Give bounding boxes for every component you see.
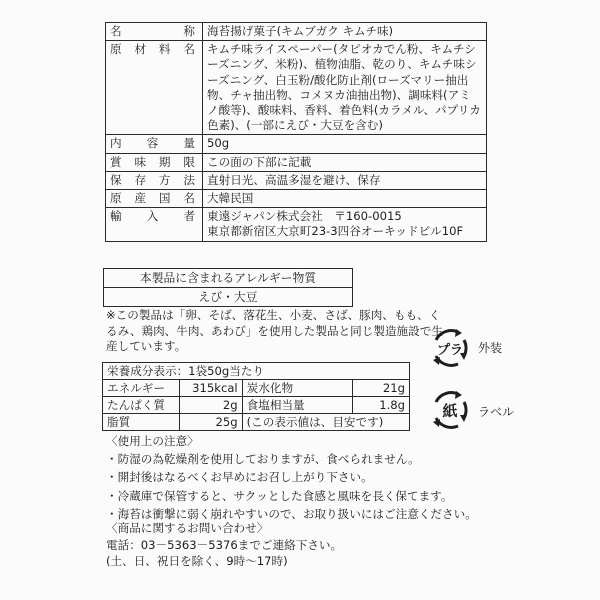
pla-recycle-icon xyxy=(428,326,472,370)
pla-glyph: プラ xyxy=(436,343,464,358)
spec-value: 東遠ジャパン株式会社 〒160-0015 東京都新宿区大京町23-3四谷オーキッドビル10F xyxy=(203,208,487,241)
nutrient-label: たんぱく質 xyxy=(103,397,180,414)
nutrient-value: 2g xyxy=(179,397,242,414)
allergy-items: えび・大豆 xyxy=(198,290,258,304)
usage-item: ・防湿の為乾燥剤を使用しておりますが、食べられません。 xyxy=(106,452,420,467)
nutrition-row xyxy=(103,397,410,414)
nutrition-header-row xyxy=(103,363,410,380)
paper-recycle-label: ラベル xyxy=(478,405,515,419)
spec-key: 原材料名 xyxy=(106,41,203,135)
spec-value: この面の下部に記載 xyxy=(203,153,487,171)
nutrient-value: 315kcal xyxy=(179,380,242,397)
usage-item: ・海苔は衝撃に弱く崩れやすいので、お取り扱いにはご注意ください。 xyxy=(106,506,477,521)
spec-key: 内容量 xyxy=(106,135,203,153)
nutrient-value: 25g xyxy=(179,414,242,431)
facility-note: ※この製品は「卵、そば、落花生、小麦、さば、豚肉、もも、くるみ、鶏肉、牛肉、あわび」を使用した製品と同じ製造施設で生産しています。 xyxy=(106,308,443,353)
usage-notes xyxy=(106,432,486,523)
contact-info xyxy=(106,520,486,570)
spec-key: 賞味期限 xyxy=(106,153,203,171)
spec-value: 50g xyxy=(203,135,487,153)
product-spec-table xyxy=(105,22,487,242)
spec-key: 保存方法 xyxy=(106,171,203,189)
contact-hours: (土、日、祝日を除く、9時～17時) xyxy=(106,554,288,568)
paper-recycle-icon xyxy=(428,388,472,432)
usage-item: ・冷蔵庫で保管すると、サクッとした食感と風味を長く保てます。 xyxy=(106,488,453,503)
spec-row-storage xyxy=(106,171,487,189)
nutrient-label: 脂質 xyxy=(103,414,180,431)
spec-value: 海苔揚げ菓子(キムブガク キムチ味) xyxy=(203,23,487,41)
spec-row-origin xyxy=(106,190,487,208)
spec-key: 名称 xyxy=(106,23,203,41)
spec-value: キムチ味ライスペーパー(タピオカでん粉、キムチシーズニング、米粉)、植物油脂、乾のり、キムチ味シーズニング、白玉粉/酸化防止剤(ローズマリー抽出物、チャ抽出物、コメヌカ油抽出物)、調味料(アミノ酸等)、酸味料、香料、着色料(カラメル、パプリカ色素)、(一部にえび・大豆を含む) xyxy=(203,41,487,135)
contact-title: 〈商品に関するお問い合わせ〉 xyxy=(106,521,269,535)
allergy-title: 本製品に含まれるアレルギー物質 xyxy=(104,269,352,288)
spec-key: 原産国名 xyxy=(106,190,203,208)
nutrient-value: 21g xyxy=(352,380,409,397)
spec-value: 大韓民国 xyxy=(203,190,487,208)
nutrition-row xyxy=(103,414,410,431)
nutrition-header: 栄養成分表示：1袋50g当たり xyxy=(103,363,410,380)
nutrition-disclaimer: (この表示値は、目安です) xyxy=(242,414,409,431)
spec-key: 輸入者 xyxy=(106,208,203,241)
allergy-box xyxy=(103,268,353,307)
pla-recycle-label: 外装 xyxy=(478,341,503,355)
usage-item: ・開封後はなるべくお早めにお召し上がり下さい。 xyxy=(106,470,373,485)
nutrition-table xyxy=(102,362,410,431)
nutrient-label: エネルギー xyxy=(103,380,180,397)
paper-glyph: 紙 xyxy=(442,402,458,420)
spec-row-best-before xyxy=(106,153,487,171)
usage-title: 〈使用上の注意〉 xyxy=(106,434,199,448)
contact-phone: 電話：03－5363－5376までご連絡下さい。 xyxy=(106,537,343,552)
nutrition-row xyxy=(103,380,410,397)
spec-row-importer xyxy=(106,208,487,241)
spec-row-name xyxy=(106,23,487,41)
spec-row-ingredients xyxy=(106,41,487,135)
spec-row-contents xyxy=(106,135,487,153)
nutrient-label: 炭水化物 xyxy=(242,380,352,397)
spec-value: 直射日光、高温多湿を避け、保存 xyxy=(203,171,487,189)
nutrient-label: 食塩相当量 xyxy=(242,397,352,414)
nutrient-value: 1.8g xyxy=(352,397,409,414)
